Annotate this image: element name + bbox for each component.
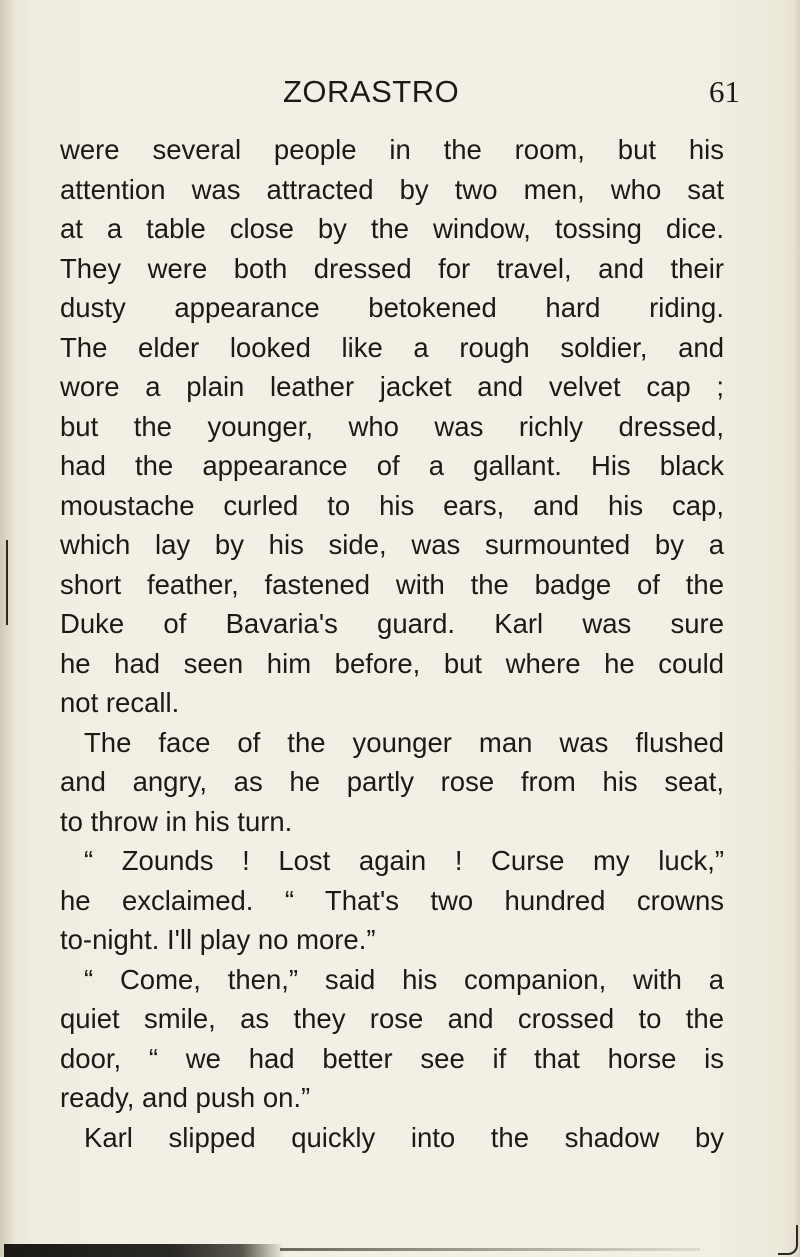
page-corner-mark — [778, 1225, 798, 1255]
page-edge-shadow — [794, 0, 800, 1257]
text-line: dusty appearance betokened hard riding. — [60, 292, 724, 323]
text-line: Duke of Bavaria's guard. Karl was sure — [60, 608, 724, 639]
scan-edge-dark — [4, 1244, 284, 1257]
text-line: to-night. I'll play no more.” — [60, 924, 376, 955]
text-line: attention was attracted by two men, who sat — [60, 173, 724, 205]
scan-edge-bar — [0, 1238, 800, 1257]
text-line: wore a plain leather jacket and velvet cap ; — [60, 371, 724, 402]
text-line: quiet smile, as they rose and crossed to the — [60, 1003, 724, 1034]
text-line: door, “ we had better see if that horse is — [60, 1042, 724, 1074]
text-line: Karl slipped quickly into the shadow by — [84, 1121, 724, 1153]
text-line: “ Come, then,” said his companion, with a — [84, 963, 724, 995]
text-line: not recall. — [60, 687, 180, 718]
text-line: The elder looked like a rough soldier, and — [60, 331, 724, 363]
text-line: “ Zounds ! Lost again ! Curse my luck,” — [84, 845, 724, 876]
body-text — [60, 130, 724, 1157]
text-line: at a table close by the window, tossing dice. — [60, 213, 724, 244]
text-line: ready, and push on.” — [60, 1082, 311, 1113]
text-line: They were both dressed for travel, and their — [60, 252, 724, 284]
text-line: short feather, fastened with the badge of the — [60, 568, 724, 600]
text-line: he exclaimed. “ That's two hundred crowns — [60, 884, 724, 916]
margin-mark — [6, 540, 8, 625]
running-title: ZORASTRO — [283, 74, 460, 109]
page-number: 61 — [709, 74, 740, 109]
text-line: The face of the younger man was flushed — [84, 726, 724, 758]
text-line: were several people in the room, but his — [60, 134, 724, 165]
gutter-shadow — [0, 0, 14, 1257]
running-head — [60, 72, 740, 112]
text-line: and angry, as he partly rose from his seat, — [60, 766, 724, 797]
text-line: to throw in his turn. — [60, 805, 293, 837]
text-line: he had seen him before, but where he could — [60, 647, 724, 679]
text-line: moustache curled to his ears, and his cap, — [60, 489, 724, 521]
text-line: had the appearance of a gallant. His black — [60, 450, 724, 481]
text-line: which lay by his side, was surmounted by a — [60, 529, 724, 560]
text-line: but the younger, who was richly dressed, — [60, 410, 724, 442]
scan-edge-line — [280, 1248, 700, 1251]
